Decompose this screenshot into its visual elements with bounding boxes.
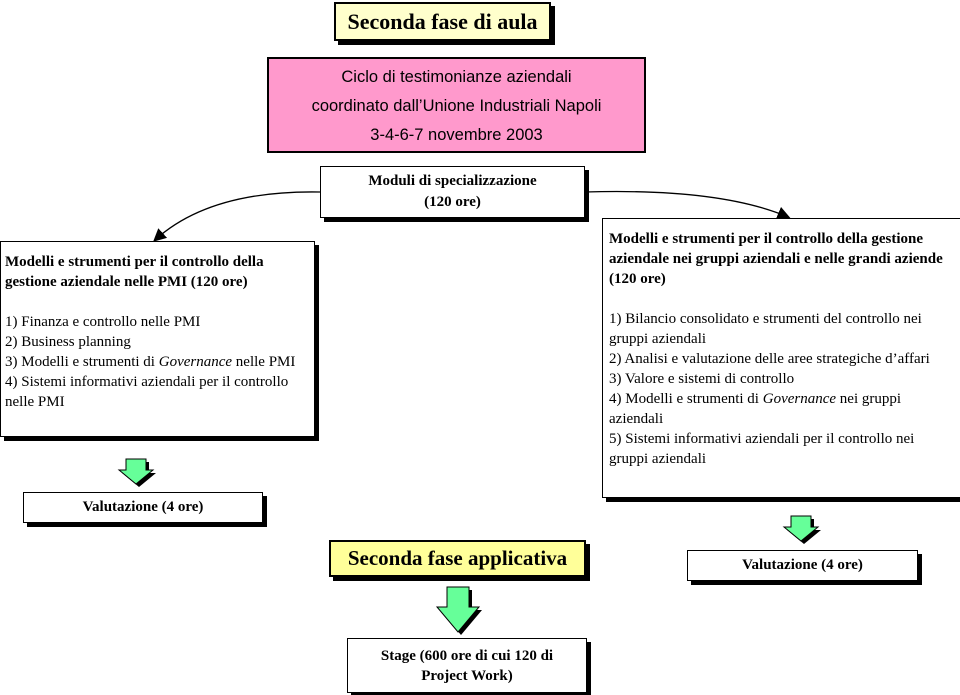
- testimonianze-dates: 3-4-6-7 novembre 2003: [370, 125, 543, 144]
- list-item: 5) Sistemi informativi aziendali per il controllo nei gruppi aziendali: [609, 431, 919, 467]
- moduli-box: [320, 166, 585, 218]
- valutazione-left-box: [23, 492, 263, 523]
- module-gruppi-list: [609, 309, 956, 469]
- list-item-text: nei gruppi aziendali: [609, 391, 905, 427]
- fase-applicativa-box: [329, 540, 586, 577]
- list-item: 2) Business planning: [5, 334, 131, 350]
- list-item: 3) Valore e sistemi di controllo: [609, 371, 795, 387]
- testimonianze-line-2: coordinato dall’Unione Industriali Napoli: [311, 96, 602, 115]
- list-item-text: 4) Modelli e strumenti di: [609, 391, 763, 407]
- fase-applicativa-label: Seconda fase applicativa: [347, 546, 568, 570]
- list-item: [5, 352, 310, 372]
- down-arrow-icon: [119, 459, 156, 487]
- stage-box: [347, 638, 587, 693]
- valutazione-right-label: Valutazione (4 ore): [742, 557, 863, 573]
- testimonianze-box: [267, 57, 646, 153]
- module-pmi-box: [0, 241, 315, 437]
- page-title: [334, 2, 551, 41]
- list-item: [609, 389, 956, 429]
- stage-line-1: Stage (600 ore di cui 120 di: [380, 647, 554, 664]
- list-item: 4) Sistemi informativi aziendali per il controllo nelle PMI: [5, 374, 293, 410]
- page-title-text: Seconda fase di aula: [347, 8, 538, 34]
- list-item: 1) Bilancio consolidato e strumenti del controllo nei gruppi aziendali: [609, 311, 926, 347]
- list-item-text: 3) Modelli e strumenti di: [5, 354, 159, 370]
- stage-line-2: Project Work): [421, 667, 513, 684]
- list-item-text: nelle PMI: [232, 354, 296, 370]
- valutazione-left-label: Valutazione (4 ore): [82, 499, 204, 515]
- module-pmi-heading: Modelli e strumenti per il controllo della gestione aziendale nelle PMI (120 ore): [5, 254, 264, 290]
- down-arrow-icon: [437, 587, 482, 635]
- list-item: 1) Finanza e controllo nelle PMI: [5, 314, 201, 330]
- valutazione-right-box: [687, 550, 918, 581]
- down-arrow-icon: [784, 516, 821, 544]
- moduli-hours: (120 ore): [424, 194, 481, 210]
- curved-arrow-left: [155, 192, 320, 240]
- module-gruppi-heading: Modelli e strumenti per il controllo della gestione aziendale nei gruppi aziendali e nelle grandi aziende (120 ore): [609, 231, 943, 287]
- module-pmi-list: [5, 312, 310, 412]
- module-gruppi-box: [602, 218, 960, 498]
- testimonianze-line-1: Ciclo di testimonianze aziendali: [341, 67, 572, 86]
- governance-term: Governance: [158, 354, 233, 370]
- governance-term: Governance: [762, 391, 837, 407]
- list-item: 2) Analisi e valutazione delle aree strategiche d’affari: [609, 351, 930, 367]
- moduli-title: Moduli di specializzazione: [368, 173, 537, 189]
- curved-arrow-right: [585, 192, 788, 217]
